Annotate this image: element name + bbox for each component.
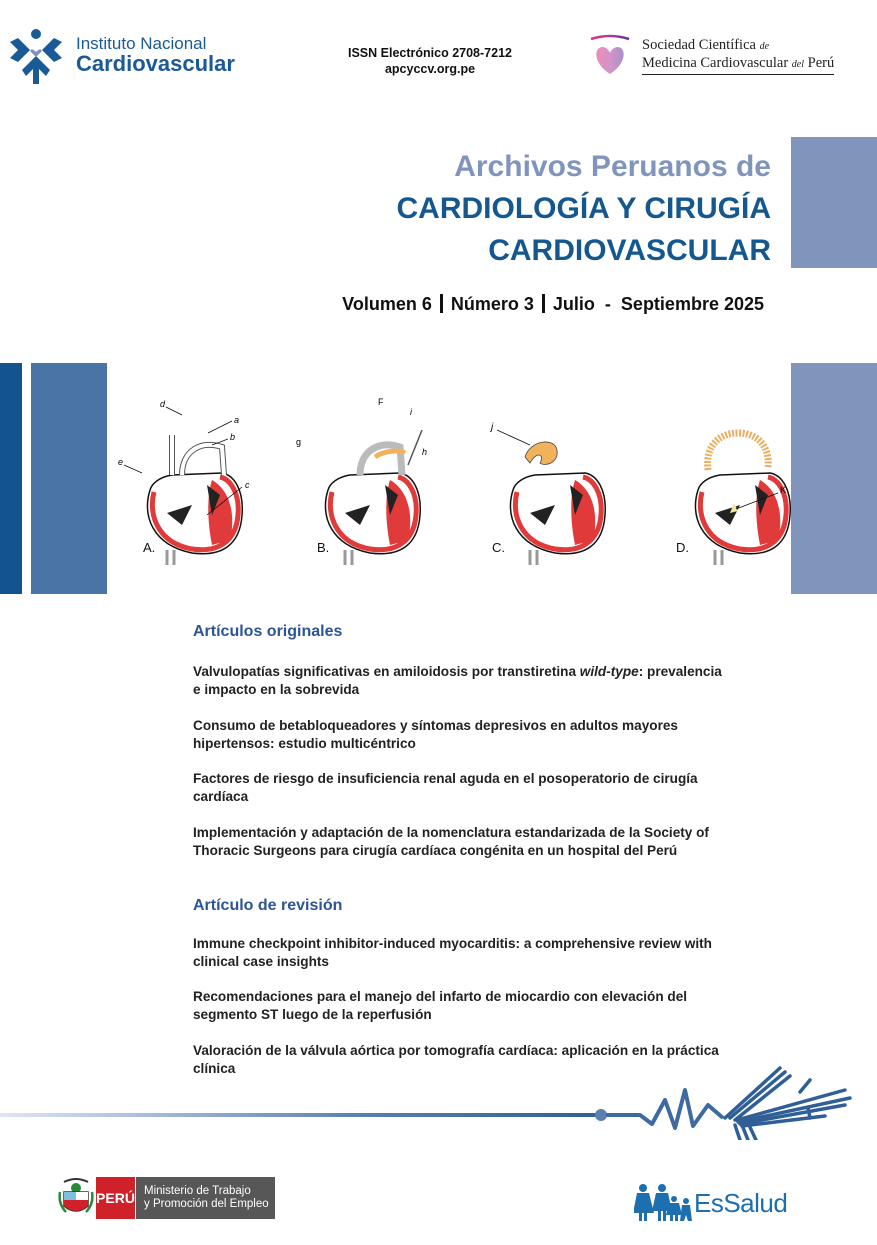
- journal-title-line2: CARDIOLOGÍA Y CIRUGÍA: [396, 192, 771, 225]
- panel-label-d: D.: [676, 540, 689, 555]
- journal-title: [397, 146, 771, 272]
- society-name-line2: [642, 55, 834, 73]
- institute-name-line1: Instituto Nacional: [76, 34, 207, 53]
- essalud-family-icon: [634, 1183, 692, 1221]
- ministry-line1: Ministerio de Trabajo: [144, 1185, 251, 1197]
- panel-label-a: A.: [143, 540, 156, 555]
- society-line1-main: Sociedad Científica: [642, 37, 760, 53]
- issue-number: Número 3: [450, 294, 534, 314]
- issue-volume: Volumen 6: [342, 294, 432, 314]
- issue-info: [342, 294, 764, 315]
- society-fringe-heart-icon: [589, 34, 631, 82]
- society-name: [642, 37, 834, 75]
- separator: [440, 294, 443, 313]
- peru-badge: PERÚ: [96, 1177, 135, 1219]
- issn-number: ISSN Electrónico 2708-7212: [348, 46, 512, 60]
- journal-title-line1: Archivos Peruanos de: [454, 150, 771, 183]
- society-line2-small: del: [791, 59, 804, 70]
- website-link[interactable]: apcyccv.org.pe: [384, 62, 476, 76]
- separator: [542, 294, 545, 313]
- panel-label-b: B.: [317, 540, 330, 555]
- society-line2-end: Perú: [804, 55, 835, 71]
- decorative-block-top-right: [791, 137, 877, 268]
- article-item[interactable]: Implementación y adaptación de la nomenclatura estandarizada de la Society of Thoracic Surgeons para cirugía cardíaca congénita en un hospital del Perú: [193, 825, 709, 858]
- panel-label-c: C.: [492, 540, 505, 555]
- issue-period-dash: -: [604, 294, 611, 314]
- article-item[interactable]: Immune checkpoint inhibitor-induced myocarditis: a comprehensive review with clinical case insights: [193, 936, 712, 969]
- peru-coat-of-arms-icon: [58, 1178, 94, 1218]
- heart-diagram-a: [112, 395, 262, 565]
- article-title-part: : prevalencia e impacto en la sobrevida: [193, 664, 722, 697]
- essalud-name: EsSalud: [694, 1188, 788, 1218]
- section-title-original-articles: Artículos originales: [193, 623, 343, 640]
- article-title-italic: wild-type: [579, 664, 639, 679]
- issue-period-end: Septiembre 2025: [620, 294, 764, 314]
- annotation-b: b: [230, 432, 236, 442]
- society-line1-small: de: [759, 41, 770, 52]
- article-title-part: Valvulopatías significativas en amiloidosis por transtiretina: [193, 664, 580, 679]
- ekg-line-nazca-bird-icon: [0, 1060, 877, 1140]
- annotation-j: j: [491, 422, 494, 433]
- heart-illustration-icon: [147, 435, 242, 565]
- ministry-name: [136, 1177, 275, 1219]
- article-item[interactable]: [193, 663, 733, 699]
- society-line2-main: Medicina Cardiovascular: [642, 55, 792, 71]
- annotation-f: F: [378, 397, 384, 407]
- institute-name: [76, 35, 235, 75]
- article-item[interactable]: Factores de riesgo de insuficiencia renal aguda en el posoperatorio de cirugía cardíaca: [193, 771, 698, 804]
- issue-period-start: Julio: [552, 294, 595, 314]
- article-item[interactable]: Recomendaciones para el manejo del infarto de miocardio con elevación del segmento ST luego de la reperfusión: [193, 989, 688, 1022]
- issn-block: [320, 45, 540, 77]
- decorative-bar-mid: [31, 363, 107, 594]
- society-name-line1: [642, 37, 834, 55]
- heart-diagram-b: [290, 395, 440, 565]
- annotation-h: h: [422, 447, 428, 457]
- annotation-g: g: [296, 437, 302, 447]
- inc-heart-arrows-icon: [6, 28, 66, 84]
- annotation-e: e: [118, 457, 124, 467]
- annotation-c: c: [245, 480, 250, 490]
- institute-name-line2: Cardiovascular: [76, 51, 235, 76]
- article-item[interactable]: Valoración de la válvula aórtica por tomografía cardíaca: aplicación en la práctica clínica: [193, 1043, 719, 1076]
- ministry-line2: y Promoción del Empleo: [144, 1198, 269, 1210]
- annotation-i: i: [410, 407, 412, 417]
- annotation-k: K: [780, 485, 787, 495]
- article-item[interactable]: Consumo de betabloqueadores y síntomas depresivos en adultos mayores hipertensos: estudio multicéntrico: [193, 718, 678, 751]
- section-title-review-article: Artículo de revisión: [193, 897, 343, 914]
- decorative-bar-dark: [0, 363, 22, 594]
- annotation-a: a: [234, 415, 240, 425]
- annotation-d: d: [160, 399, 166, 409]
- journal-title-line3: CARDIOVASCULAR: [488, 234, 771, 267]
